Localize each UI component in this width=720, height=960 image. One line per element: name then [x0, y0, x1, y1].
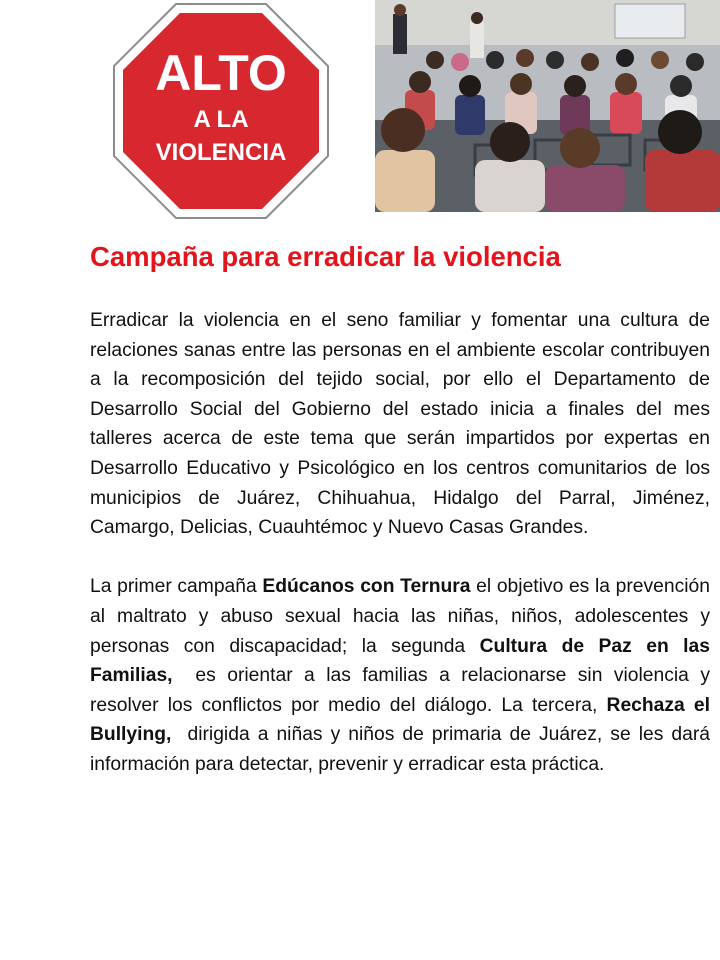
- photo-speaker-1: [393, 14, 407, 54]
- workshop-audience-photo: [375, 0, 720, 212]
- photo-speaker-1-head: [394, 4, 406, 16]
- stop-sign-image: [112, 2, 330, 220]
- campaigns-text-1: La primer campaña: [90, 576, 263, 598]
- campaign-name-rechaza-bullying: Rechaza el Bullying,: [90, 694, 710, 746]
- campaigns-text-3: es orientar a las familias a relacionarse sin violencia y resolver los conflictos por medio del diálogo. La tercera,: [90, 665, 716, 716]
- campaign-name-cultura-de-paz: Cultura de Paz en las Familias,: [90, 635, 710, 687]
- stop-sign-line-violencia: VIOLENCIA: [155, 139, 287, 166]
- paragraph-intro: Erradicar la violencia en el seno familiar y fomentar una cultura de relaciones sanas entre las personas en el ambiente escolar contribuyen a la recomposición del tejido social, por ello el Departamento de Desarrollo Social del Gobierno del estado inicia a finales del mes talleres acerca de este tema que serán impartidos por expertas en Desarrollo Educativo y Psicológico en los centros comunitarios de los municipios de Juárez, Chihuahua, Hidalgo del Parral, Jiménez, Camargo, Delicias, Cuauhtémoc y Nuevo Casas Grandes.: [90, 310, 710, 539]
- stop-sign-word-alto: ALTO: [155, 45, 287, 101]
- campaign-name-educanos: Edúcanos con Ternura: [262, 576, 471, 598]
- paragraph-campaigns: [90, 572, 716, 779]
- campaigns-text-2: el objetivo es la prevención al maltrato y abuso sexual hacia las niñas, niños, adolescentes y personas con discapacidad; la segunda: [90, 576, 710, 657]
- photo-speaker-2-head: [471, 12, 483, 24]
- article-body: [90, 306, 716, 780]
- article-title: Campaña para erradicar la violencia: [90, 241, 561, 272]
- campaigns-text-4: dirigida a niñas y niños de primaria de Juárez, se les dará información para detectar, prevenir y erradicar esta práctica.: [90, 724, 716, 775]
- photo-window: [615, 4, 685, 38]
- photo-speaker-2: [470, 22, 484, 58]
- stop-sign-line-a-la: A LA: [193, 106, 249, 133]
